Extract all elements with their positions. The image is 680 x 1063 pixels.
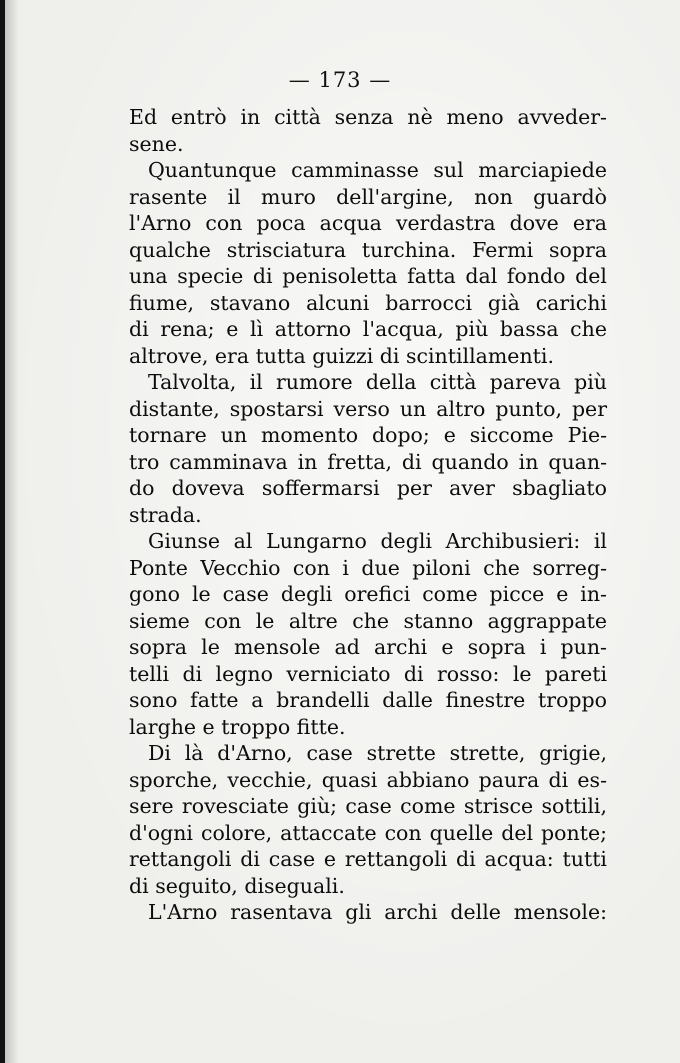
text-line: d'ogni colore, attaccate con quelle del ponte; [129, 820, 607, 845]
text-line: Ponte Vecchio con i due piloni che sorreg- [129, 555, 607, 580]
text-line: sere rovesciate giù; case come strisce sottili, [129, 794, 607, 818]
text-line: do doveva soffermarsi per aver sbagliato [129, 476, 607, 500]
text-line: L'Arno rasentava gli archi delle mensole: [148, 900, 607, 924]
text-line: strada. [129, 502, 202, 527]
text-line: altrove, era tutta guizzi di scintillamenti. [129, 343, 554, 368]
text-line: telli di legno verniciato di rosso: le pareti [129, 661, 607, 686]
page-binding-shadow [5, 0, 19, 1063]
text-line: di rena; e lì attorno l'acqua, più bassa che [129, 317, 607, 341]
text-line: Quantunque camminasse sul marciapiede [148, 158, 607, 182]
text-line: distante, spostarsi verso un altro punto, per [129, 396, 607, 421]
text-line: sieme con le altre che stanno aggrappate [129, 608, 607, 633]
text-line: sene. [129, 131, 184, 156]
text-line: di seguito, diseguali. [129, 873, 345, 898]
text-line: rettangoli di case e rettangoli di acqua: tutti [129, 847, 607, 871]
text-line: tornare un momento dopo; e siccome Pie- [129, 423, 607, 447]
text-line: Di là d'Arno, case strette strette, grigie, [148, 741, 607, 765]
text-line: l'Arno con poca acqua verdastra dove era [129, 211, 607, 235]
text-line: rasente il muro dell'argine, non guardò [129, 184, 607, 209]
text-line: sporche, vecchie, quasi abbiano paura di es- [129, 767, 607, 792]
text-line: sopra le mensole ad archi e sopra i pun- [129, 635, 607, 659]
text-line: Ed entrò in città senza nè meno avveder- [129, 105, 607, 129]
text-line: sono fatte a brandelli dalle finestre troppo [129, 688, 607, 712]
text-line: Giunse al Lungarno degli Archibusieri: il [148, 529, 607, 553]
text-line: larghe e troppo fitte. [129, 714, 346, 739]
text-line: qualche strisciatura turchina. Fermi sopra [129, 237, 607, 262]
text-line: Talvolta, il rumore della città pareva più [148, 370, 607, 394]
body-text [129, 104, 607, 926]
text-line: fiume, stavano alcuni barrocci già carichi [129, 290, 607, 315]
text-line: gono le case degli orefici come picce e in- [129, 582, 607, 606]
text-line: una specie di penisoletta fatta dal fondo del [129, 264, 607, 288]
page-number-header: — 173 — [288, 68, 392, 92]
text-line: tro camminava in fretta, di quando in quan- [129, 449, 607, 474]
